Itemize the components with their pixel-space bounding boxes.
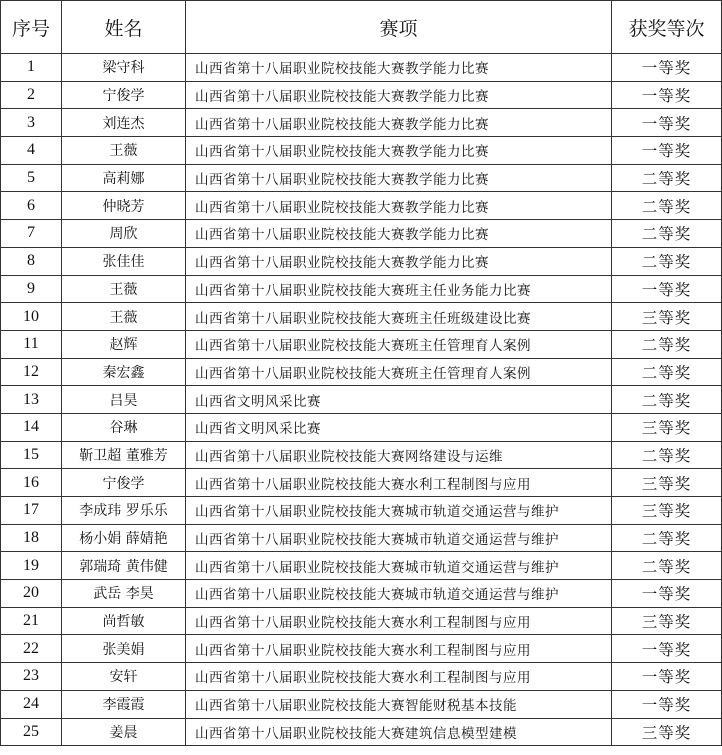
row-event-cell: 山西省第十八届职业院校技能大赛城市轨道交通运营与维护 bbox=[186, 552, 612, 580]
table-row bbox=[1, 413, 722, 441]
row-event-cell: 山西省第十八届职业院校技能大赛班主任业务能力比赛 bbox=[186, 275, 612, 303]
row-award-cell: 三等奖 bbox=[612, 303, 722, 331]
row-index-cell: 24 bbox=[1, 690, 62, 718]
row-award-cell: 二等奖 bbox=[612, 247, 722, 275]
table-row bbox=[1, 358, 722, 386]
row-event-cell: 山西省第十八届职业院校技能大赛教学能力比赛 bbox=[186, 164, 612, 192]
row-index-cell: 23 bbox=[1, 663, 62, 691]
table-row bbox=[1, 137, 722, 165]
row-index-cell: 5 bbox=[1, 164, 62, 192]
row-award-cell: 三等奖 bbox=[612, 413, 722, 441]
table-row bbox=[1, 192, 722, 220]
header-index: 序号 bbox=[1, 1, 62, 54]
row-index-cell: 9 bbox=[1, 275, 62, 303]
row-event-cell: 山西省第十八届职业院校技能大赛水利工程制图与应用 bbox=[186, 469, 612, 497]
row-index-cell: 25 bbox=[1, 718, 62, 746]
row-name-cell: 杨小娟 薛婧艳 bbox=[62, 524, 186, 552]
row-name-cell: 吕昊 bbox=[62, 386, 186, 414]
row-index-cell: 11 bbox=[1, 330, 62, 358]
table-row bbox=[1, 109, 722, 137]
row-index-cell: 10 bbox=[1, 303, 62, 331]
table-row bbox=[1, 635, 722, 663]
row-index-cell: 17 bbox=[1, 497, 62, 525]
row-index-cell: 8 bbox=[1, 247, 62, 275]
table-row bbox=[1, 607, 722, 635]
row-event-cell: 山西省第十八届职业院校技能大赛班主任班级建设比赛 bbox=[186, 303, 612, 331]
row-name-cell: 谷琳 bbox=[62, 413, 186, 441]
table-row bbox=[1, 718, 722, 746]
row-award-cell: 一等奖 bbox=[612, 690, 722, 718]
row-name-cell: 赵辉 bbox=[62, 330, 186, 358]
table-row bbox=[1, 275, 722, 303]
row-award-cell: 一等奖 bbox=[612, 81, 722, 109]
table-row bbox=[1, 552, 722, 580]
table-row bbox=[1, 81, 722, 109]
row-event-cell: 山西省第十八届职业院校技能大赛建筑信息模型建模 bbox=[186, 718, 612, 746]
row-event-cell: 山西省文明风采比赛 bbox=[186, 386, 612, 414]
header-event: 赛项 bbox=[186, 1, 612, 54]
row-award-cell: 二等奖 bbox=[612, 386, 722, 414]
row-event-cell: 山西省第十八届职业院校技能大赛水利工程制图与应用 bbox=[186, 607, 612, 635]
row-award-cell: 二等奖 bbox=[612, 441, 722, 469]
row-index-cell: 2 bbox=[1, 81, 62, 109]
row-event-cell: 山西省第十八届职业院校技能大赛教学能力比赛 bbox=[186, 54, 612, 82]
table-row bbox=[1, 386, 722, 414]
row-award-cell: 一等奖 bbox=[612, 635, 722, 663]
row-award-cell: 二等奖 bbox=[612, 220, 722, 248]
table-row bbox=[1, 247, 722, 275]
row-award-cell: 二等奖 bbox=[612, 552, 722, 580]
table-row bbox=[1, 303, 722, 331]
table-row bbox=[1, 524, 722, 552]
row-name-cell: 张佳佳 bbox=[62, 247, 186, 275]
row-award-cell: 二等奖 bbox=[612, 358, 722, 386]
row-name-cell: 宁俊学 bbox=[62, 81, 186, 109]
row-event-cell: 山西省第十八届职业院校技能大赛网络建设与运维 bbox=[186, 441, 612, 469]
row-name-cell: 郭瑞琦 黄伟健 bbox=[62, 552, 186, 580]
row-award-cell: 一等奖 bbox=[612, 54, 722, 82]
header-name: 姓名 bbox=[62, 1, 186, 54]
table-row bbox=[1, 330, 722, 358]
row-award-cell: 二等奖 bbox=[612, 330, 722, 358]
row-name-cell: 刘连杰 bbox=[62, 109, 186, 137]
row-name-cell: 张美娟 bbox=[62, 635, 186, 663]
row-index-cell: 16 bbox=[1, 469, 62, 497]
header-row bbox=[1, 1, 722, 54]
row-name-cell: 安轩 bbox=[62, 663, 186, 691]
row-name-cell: 高莉娜 bbox=[62, 164, 186, 192]
table-row bbox=[1, 580, 722, 608]
row-award-cell: 一等奖 bbox=[612, 663, 722, 691]
header-award: 获奖等次 bbox=[612, 1, 722, 54]
table-row bbox=[1, 441, 722, 469]
row-event-cell: 山西省第十八届职业院校技能大赛班主任管理育人案例 bbox=[186, 330, 612, 358]
row-award-cell: 三等奖 bbox=[612, 469, 722, 497]
row-name-cell: 宁俊学 bbox=[62, 469, 186, 497]
row-name-cell: 王薇 bbox=[62, 275, 186, 303]
row-award-cell: 二等奖 bbox=[612, 192, 722, 220]
row-index-cell: 12 bbox=[1, 358, 62, 386]
row-name-cell: 仲晓芳 bbox=[62, 192, 186, 220]
row-award-cell: 三等奖 bbox=[612, 718, 722, 746]
table-row bbox=[1, 690, 722, 718]
row-event-cell: 山西省第十八届职业院校技能大赛城市轨道交通运营与维护 bbox=[186, 524, 612, 552]
table-row bbox=[1, 54, 722, 82]
row-name-cell: 靳卫超 董雅芳 bbox=[62, 441, 186, 469]
row-award-cell: 二等奖 bbox=[612, 524, 722, 552]
table-row bbox=[1, 497, 722, 525]
row-event-cell: 山西省第十八届职业院校技能大赛教学能力比赛 bbox=[186, 247, 612, 275]
table-row bbox=[1, 164, 722, 192]
row-award-cell: 三等奖 bbox=[612, 497, 722, 525]
row-event-cell: 山西省第十八届职业院校技能大赛水利工程制图与应用 bbox=[186, 663, 612, 691]
row-name-cell: 王薇 bbox=[62, 303, 186, 331]
row-name-cell: 姜晨 bbox=[62, 718, 186, 746]
row-index-cell: 21 bbox=[1, 607, 62, 635]
row-event-cell: 山西省第十八届职业院校技能大赛城市轨道交通运营与维护 bbox=[186, 580, 612, 608]
row-event-cell: 山西省第十八届职业院校技能大赛教学能力比赛 bbox=[186, 137, 612, 165]
table-row bbox=[1, 663, 722, 691]
row-name-cell: 李成玮 罗乐乐 bbox=[62, 497, 186, 525]
row-event-cell: 山西省第十八届职业院校技能大赛水利工程制图与应用 bbox=[186, 635, 612, 663]
row-index-cell: 7 bbox=[1, 220, 62, 248]
row-event-cell: 山西省第十八届职业院校技能大赛教学能力比赛 bbox=[186, 81, 612, 109]
row-index-cell: 22 bbox=[1, 635, 62, 663]
row-event-cell: 山西省第十八届职业院校技能大赛教学能力比赛 bbox=[186, 109, 612, 137]
row-index-cell: 14 bbox=[1, 413, 62, 441]
table-row bbox=[1, 469, 722, 497]
row-event-cell: 山西省文明风采比赛 bbox=[186, 413, 612, 441]
row-name-cell: 秦宏鑫 bbox=[62, 358, 186, 386]
row-award-cell: 二等奖 bbox=[612, 164, 722, 192]
row-event-cell: 山西省第十八届职业院校技能大赛教学能力比赛 bbox=[186, 192, 612, 220]
row-award-cell: 一等奖 bbox=[612, 109, 722, 137]
row-name-cell: 王薇 bbox=[62, 137, 186, 165]
table-row bbox=[1, 220, 722, 248]
row-name-cell: 尚哲敏 bbox=[62, 607, 186, 635]
row-name-cell: 武岳 李昊 bbox=[62, 580, 186, 608]
row-name-cell: 周欣 bbox=[62, 220, 186, 248]
row-event-cell: 山西省第十八届职业院校技能大赛智能财税基本技能 bbox=[186, 690, 612, 718]
row-event-cell: 山西省第十八届职业院校技能大赛城市轨道交通运营与维护 bbox=[186, 497, 612, 525]
row-index-cell: 19 bbox=[1, 552, 62, 580]
row-event-cell: 山西省第十八届职业院校技能大赛班主任管理育人案例 bbox=[186, 358, 612, 386]
row-index-cell: 4 bbox=[1, 137, 62, 165]
row-name-cell: 李霞霞 bbox=[62, 690, 186, 718]
row-index-cell: 15 bbox=[1, 441, 62, 469]
row-award-cell: 一等奖 bbox=[612, 137, 722, 165]
row-index-cell: 6 bbox=[1, 192, 62, 220]
row-index-cell: 13 bbox=[1, 386, 62, 414]
row-award-cell: 一等奖 bbox=[612, 275, 722, 303]
row-index-cell: 20 bbox=[1, 580, 62, 608]
row-index-cell: 1 bbox=[1, 54, 62, 82]
row-name-cell: 梁守科 bbox=[62, 54, 186, 82]
row-event-cell: 山西省第十八届职业院校技能大赛教学能力比赛 bbox=[186, 220, 612, 248]
row-award-cell: 一等奖 bbox=[612, 580, 722, 608]
row-index-cell: 3 bbox=[1, 109, 62, 137]
row-index-cell: 18 bbox=[1, 524, 62, 552]
row-award-cell: 三等奖 bbox=[612, 607, 722, 635]
